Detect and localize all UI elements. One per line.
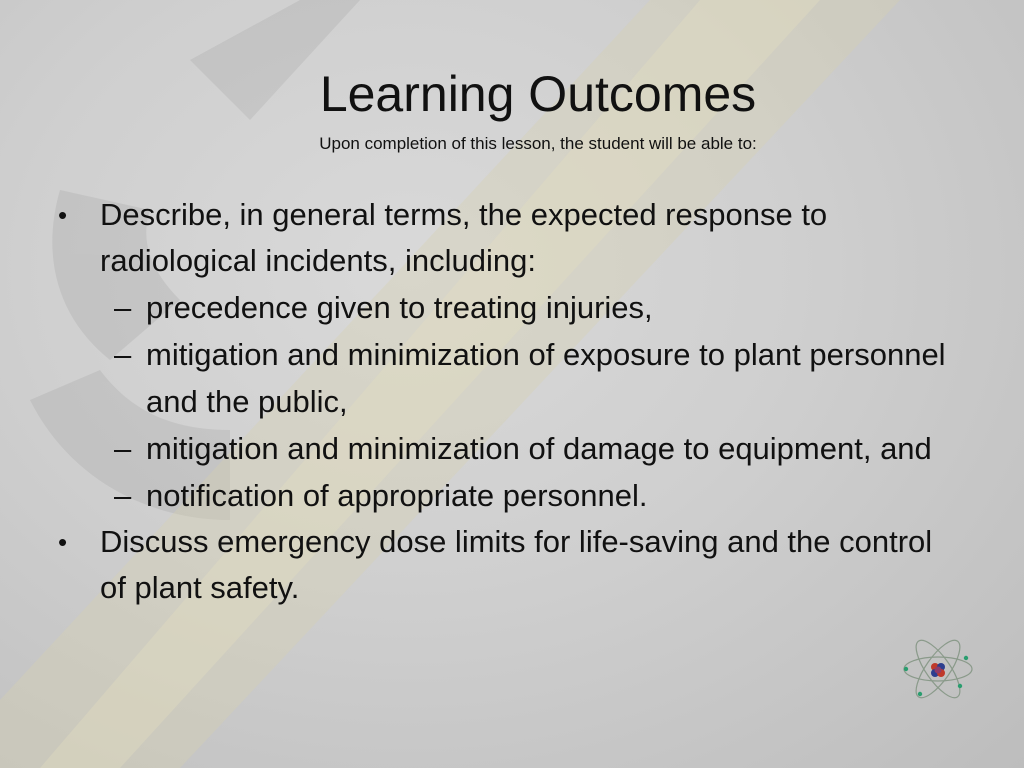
sub-bullet-item <box>56 425 956 472</box>
bullet-item <box>56 192 956 284</box>
sub-bullet-marker: – <box>114 290 132 325</box>
bullet-list <box>56 192 956 611</box>
bullet-text: Discuss emergency dose limits for life-saving and the control of plant safety. <box>100 524 933 605</box>
atom-icon <box>900 638 976 700</box>
slide-subtitle: Upon completion of this lesson, the student will be able to: <box>319 134 757 153</box>
bullet-item <box>56 519 956 611</box>
sub-bullet-marker: – <box>114 478 132 513</box>
sub-bullet-item <box>56 284 956 331</box>
slide-title: Learning Outcomes <box>319 66 757 122</box>
sub-bullet-text: mitigation and minimization of damage to equipment, and <box>146 431 932 466</box>
sub-bullet-marker: – <box>114 337 132 372</box>
bullet-marker: • <box>58 200 68 230</box>
bullet-text: Describe, in general terms, the expected response to radiological incidents, including: <box>100 197 828 278</box>
sub-bullet-text: precedence given to treating injuries, <box>146 290 653 325</box>
sub-bullet-text: mitigation and minimization of exposure to plant personnel and the public, <box>146 337 946 419</box>
sub-bullet-item <box>56 472 956 519</box>
sub-bullet-item <box>56 331 956 425</box>
sub-bullet-text: notification of appropriate personnel. <box>146 478 648 513</box>
sub-bullet-marker: – <box>114 431 132 466</box>
bullet-marker: • <box>58 527 68 557</box>
